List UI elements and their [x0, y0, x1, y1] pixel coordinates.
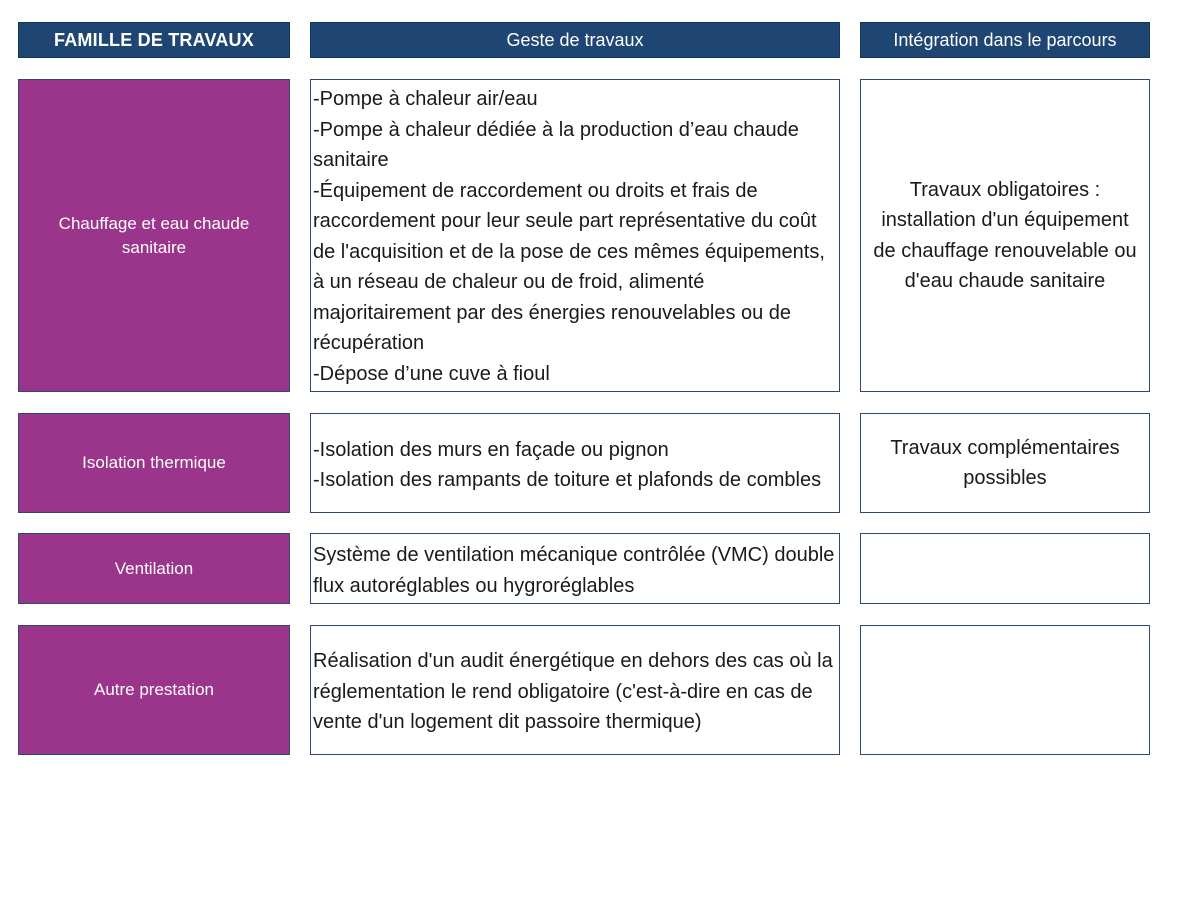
integration-cell-ventilation [860, 533, 1150, 604]
geste-item: Réalisation d'un audit énergétique en dehors des cas où la réglementation le rend obligatoire (c'est-à-dire en cas de vente d'un logement dit passoire thermique) [313, 650, 833, 734]
geste-cell-chauffage [310, 79, 840, 392]
geste-item: -Pompe à chaleur dédiée à la production d’eau chaude sanitaire [313, 118, 799, 171]
geste-item: -Équipement de raccordement ou droits et frais de raccordement pour leur seule part représentative du coût de l'acquisition et de la pose de ces mêmes équipements, à un réseau de chaleur ou de froid, alimenté majoritairement par des énergies renouvelables ou de récupération [313, 179, 825, 354]
integration-cell-isolation [860, 413, 1150, 513]
geste-item: Système de ventilation mécanique contrôlée (VMC) double flux autoréglables ou hygroréglables [313, 544, 835, 597]
family-label: Ventilation [114, 558, 194, 578]
header-integration: Intégration dans le parcours [860, 22, 1150, 58]
family-cell-chauffage [18, 79, 290, 392]
family-label: Isolation thermique [82, 453, 226, 472]
family-cell-autre [18, 625, 290, 755]
integration-cell-chauffage [860, 79, 1150, 392]
family-label: Autre prestation [93, 680, 214, 699]
header-family: FAMILLE DE TRAVAUX [18, 22, 290, 58]
geste-item: -Dépose d’une cuve à fioul [313, 362, 550, 385]
geste-cell-isolation [310, 413, 840, 513]
geste-cell-autre [310, 625, 840, 755]
family-cell-isolation [18, 413, 290, 513]
geste-cell-ventilation [310, 533, 840, 604]
geste-item: -Isolation des murs en façade ou pignon [313, 438, 669, 461]
integration-cell-autre [860, 625, 1150, 755]
family-cell-ventilation [18, 533, 290, 604]
header-geste: Geste de travaux [310, 22, 840, 58]
family-label: Chauffage et eau chaude sanitaire [58, 213, 250, 257]
geste-item: -Pompe à chaleur air/eau [313, 88, 538, 110]
integration-text: Travaux obligatoires : installation d'un équipement de chauffage renouvelable ou d'eau chaude sanitaire [873, 178, 1137, 292]
geste-item: -Isolation des rampants de toiture et plafonds de combles [313, 469, 822, 491]
integration-text: Travaux complémentaires possibles [890, 436, 1120, 489]
